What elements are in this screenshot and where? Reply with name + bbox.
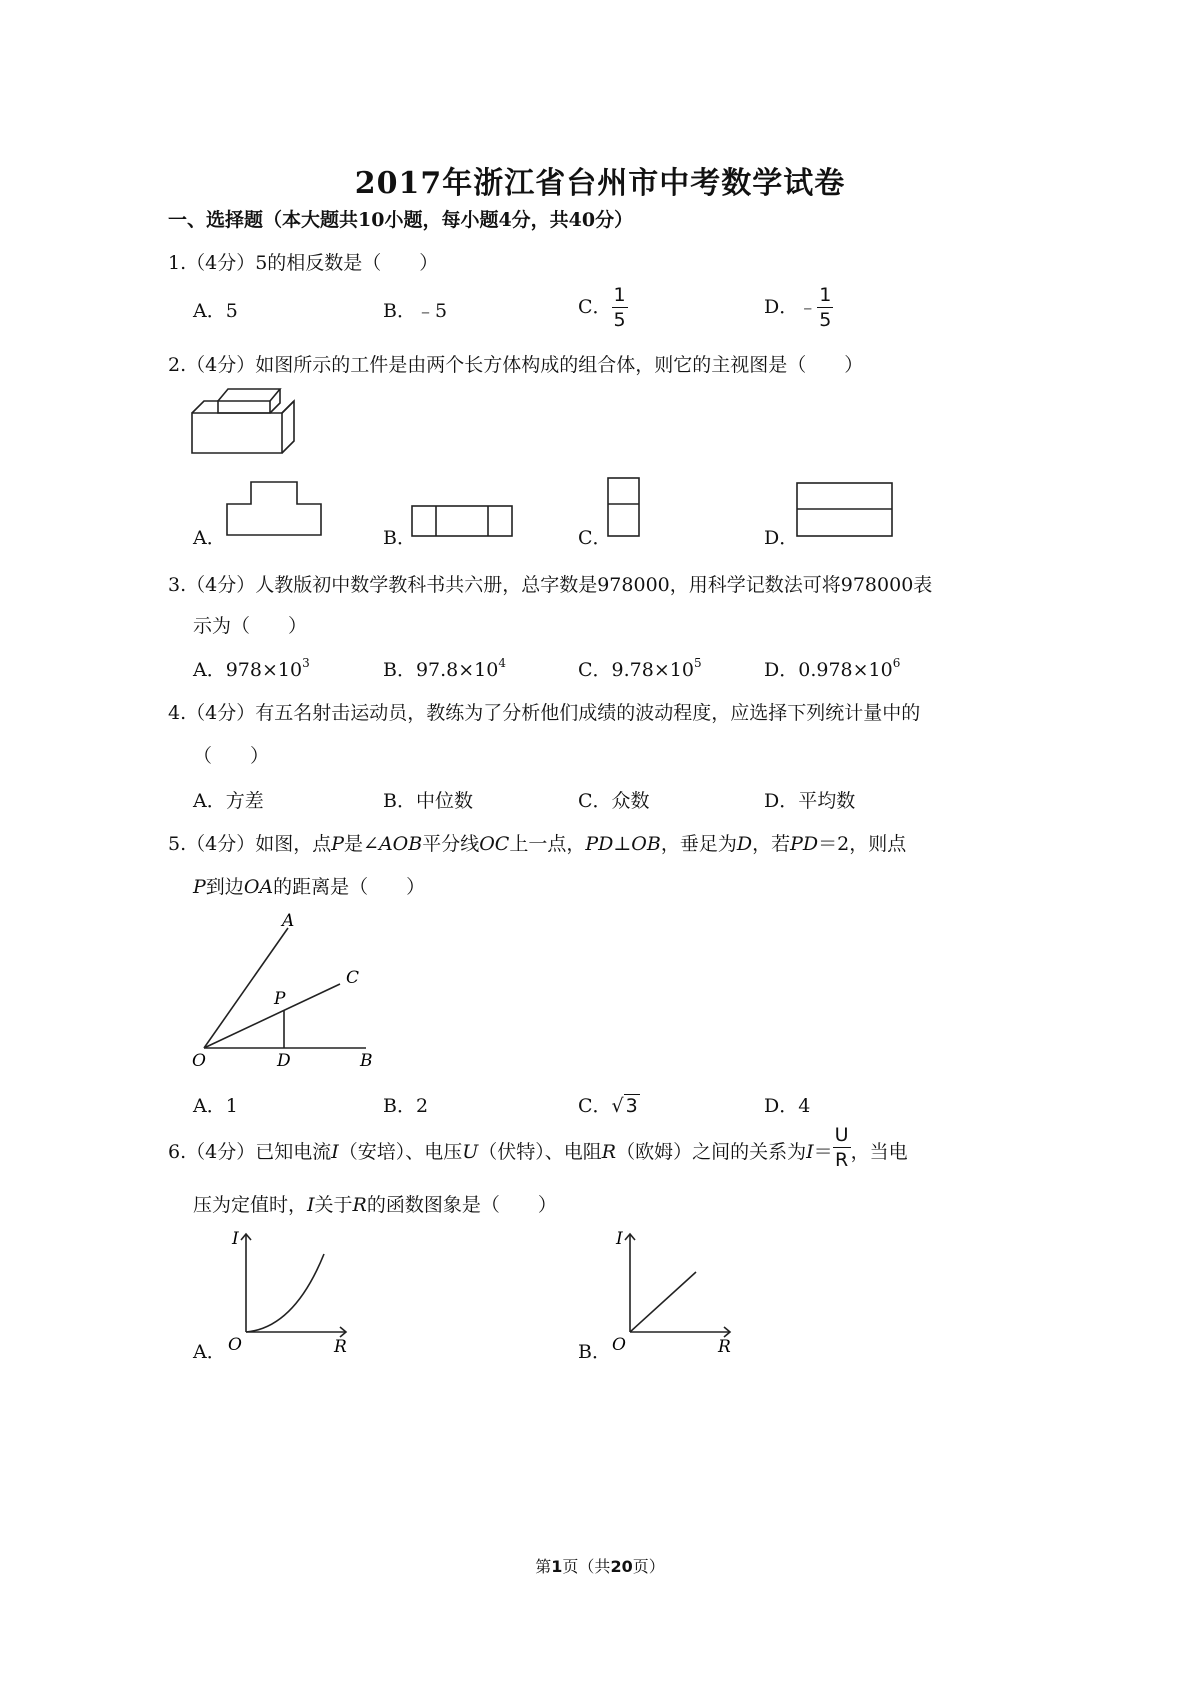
section-heading: 一、选择题（本大题共10小题，每小题4分，共40分） [168, 209, 634, 231]
q6-option-b: B． [578, 1341, 611, 1363]
question-4-stem-line2: （ ） [193, 745, 270, 767]
question-5-stem-line2: P到边OA的距离是（ ） [193, 876, 426, 898]
q5-option-d: D．4 [764, 1095, 811, 1117]
q3-option-a: A．$978\times 10^3$ [193, 656, 310, 681]
q1-option-b: B．﹣5 [383, 300, 448, 322]
exam-title: 2017年浙江省台州市中考数学试卷 [354, 166, 846, 201]
ray-oc [204, 984, 340, 1048]
q2-option-c-figure [606, 476, 642, 538]
q6-option-a-graph [224, 1228, 354, 1356]
question-3-stem-line2: 示为（ ） [193, 615, 308, 637]
q1-option-d: D．﹣ $\frac{1}{5}$ [764, 284, 832, 331]
label-o: O [192, 1051, 206, 1070]
q6-option-b-graph [608, 1228, 738, 1356]
axis-label-o: O [228, 1335, 242, 1355]
label-b: B [360, 1051, 373, 1070]
q2-option-b-figure [410, 504, 514, 538]
question-3-stem-line1: 3.（4分）人教版初中数学教科书共六册，总字数是978000，用科学记数法可将978000表 [168, 574, 933, 596]
label-d: D [277, 1051, 291, 1070]
curve-a [246, 1254, 324, 1332]
question-5-stem-line1: 5.（4分）如图，点P是∠AOB平分线OC上一点，PD⊥OB，垂足为D，若PD＝2，则点 [168, 833, 907, 855]
q2-option-d: D． [764, 527, 799, 549]
q4-option-a: A．方差 [193, 790, 264, 812]
q4-option-c: C．众数 [578, 790, 650, 812]
question-1-stem: 1.（4分）5的相反数是（ ） [168, 252, 439, 274]
question-4-stem-line1: 4.（4分）有五名射击运动员，教练为了分析他们成绩的波动程度，应选择下列统计量中的 [168, 702, 921, 724]
axis-label-r: R [718, 1337, 731, 1356]
q6-option-a: A． [193, 1341, 226, 1363]
q1-option-a: A．5 [193, 300, 238, 322]
q5-geometry-figure [190, 908, 390, 1070]
ray-oa [204, 928, 288, 1048]
q5-option-a: A．1 [193, 1095, 238, 1117]
page-footer: 第1页（共20页） [535, 1557, 665, 1576]
q5-option-c: C．√ 3 [578, 1095, 638, 1117]
q2-option-b: B． [383, 527, 416, 549]
q5-option-b: B．2 [383, 1095, 429, 1117]
question-6-stem-line1: 6.（4分）已知电流I（安培）、电压U（伏特）、电阻R（欧姆）之间的关系为I＝ $\frac{U}{R}$ ，当电 [168, 1124, 908, 1171]
q2-3d-figure [190, 385, 300, 460]
label-a: A [282, 911, 295, 931]
q2-option-a-figure [225, 480, 325, 538]
q4-option-d: D．平均数 [764, 790, 856, 812]
axis-label-i: I [232, 1229, 239, 1249]
axis-label-r: R [334, 1337, 347, 1356]
q3-option-d: D．$0.978\times 10^6$ [764, 656, 901, 681]
axis-label-i: I [616, 1229, 623, 1249]
axis-label-o: O [612, 1335, 626, 1355]
q2-option-d-figure [795, 481, 895, 539]
label-c: C [346, 968, 360, 988]
question-2-stem: 2.（4分）如图所示的工件是由两个长方体构成的组合体，则它的主视图是（ ） [168, 354, 864, 376]
q2-option-a: A． [193, 527, 226, 549]
line-b [630, 1272, 696, 1332]
label-p: P [274, 989, 286, 1009]
q3-option-c: C．$9.78\times 10^5$ [578, 656, 702, 681]
q3-option-b: B．$97.8\times 10^4$ [383, 656, 507, 681]
q2-option-c: C． [578, 527, 612, 549]
question-6-stem-line2: 压为定值时，I关于R的函数图象是（ ） [193, 1194, 557, 1216]
q4-option-b: B．中位数 [383, 790, 473, 812]
q1-option-c: C． $\frac{1}{5}$ [578, 284, 626, 331]
